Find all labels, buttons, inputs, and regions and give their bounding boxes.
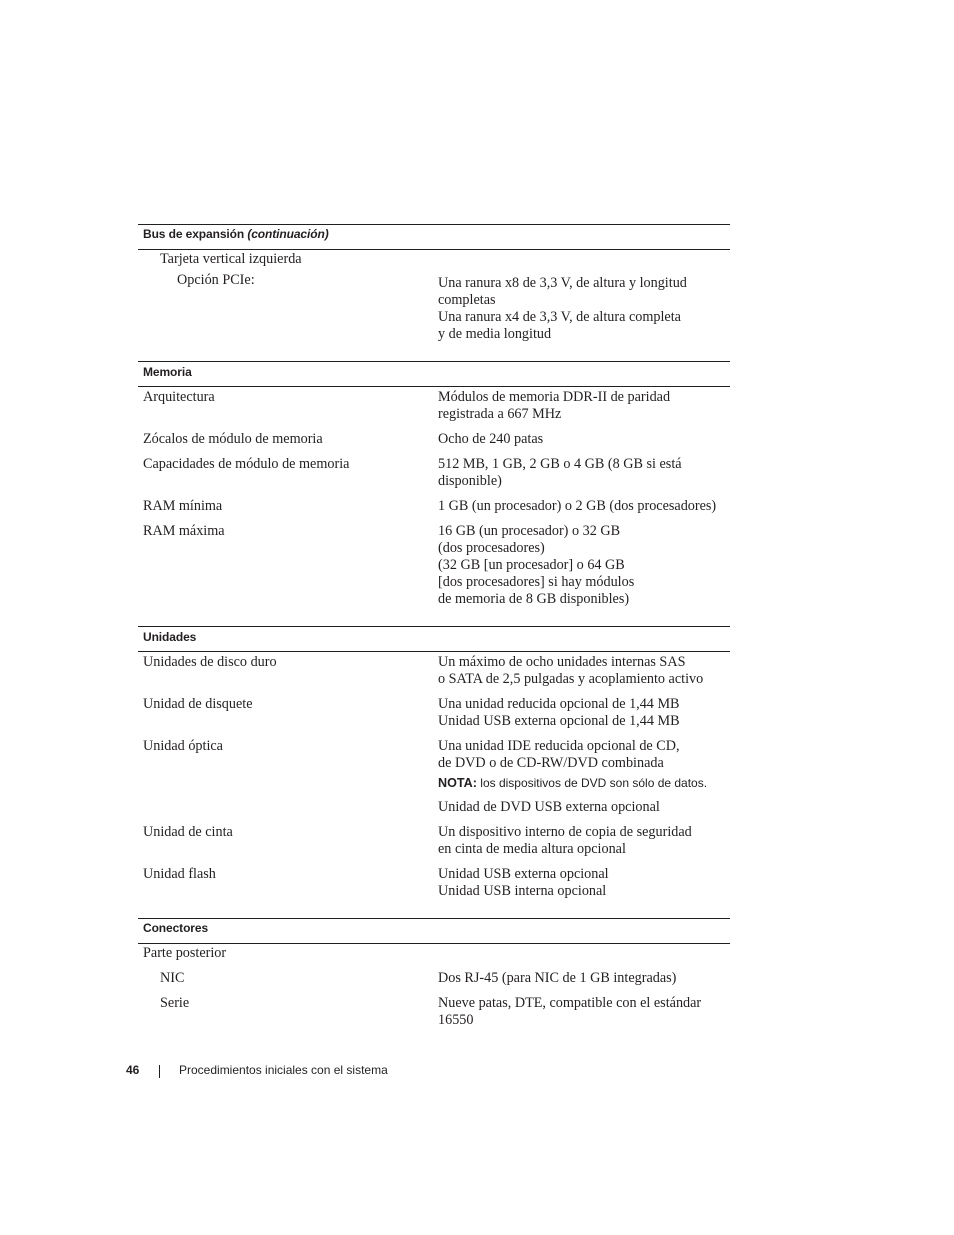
value-line: 16550 xyxy=(438,1012,474,1028)
rule-memoria-top xyxy=(138,361,730,362)
value-line: Módulos de memoria DDR-II de paridad xyxy=(438,389,671,405)
row-label-nic: NIC xyxy=(160,970,185,986)
rule-bus-bottom xyxy=(138,249,730,250)
row-label-parte-posterior: Parte posterior xyxy=(143,945,227,961)
value-line: [dos procesadores] si hay módulos xyxy=(438,574,635,590)
rule-unidades-bottom xyxy=(138,651,730,652)
row-value-flash xyxy=(438,866,609,900)
footer-separator xyxy=(159,1065,160,1078)
row-label-flash: Unidad flash xyxy=(143,866,216,882)
row-value-zocalos xyxy=(438,431,543,448)
value-line: en cinta de media altura opcional xyxy=(438,841,626,857)
value-line: Una unidad IDE reducida opcional de CD, xyxy=(438,738,680,754)
value-line: completas xyxy=(438,292,496,308)
row-label-cinta: Unidad de cinta xyxy=(143,824,233,840)
rule-conectores-bottom xyxy=(138,943,730,944)
value-line: Unidad USB externa opcional de 1,44 MB xyxy=(438,713,680,729)
section-header-unidades: Unidades xyxy=(143,630,197,644)
row-label-arquitectura: Arquitectura xyxy=(143,389,215,405)
value-line: de DVD o de CD-RW/DVD combinada xyxy=(438,755,664,771)
row-value-opcion-pcie xyxy=(438,275,687,343)
section-title-suffix: (continuación) xyxy=(247,227,329,241)
value-line: 16 GB (un procesador) o 32 GB xyxy=(438,523,621,539)
value-line: o SATA de 2,5 pulgadas y acoplamiento activo xyxy=(438,671,704,687)
row-value-nic xyxy=(438,970,676,987)
row-label-disco-duro: Unidades de disco duro xyxy=(143,654,277,670)
row-label-zocalos: Zócalos de módulo de memoria xyxy=(143,431,323,447)
value-line: disponible) xyxy=(438,473,502,489)
row-label-opcion-pcie: Opción PCIe: xyxy=(177,272,255,288)
section-header-conectores: Conectores xyxy=(143,921,209,935)
row-label-optica: Unidad óptica xyxy=(143,738,223,754)
row-label-disquete: Unidad de disquete xyxy=(143,696,253,712)
rule-conectores-top xyxy=(138,918,730,919)
rule-bus-top xyxy=(138,224,730,225)
row-value-ram-maxima xyxy=(438,523,634,608)
value-line: registrada a 667 MHz xyxy=(438,406,562,422)
value-line: Un máximo de ocho unidades internas SAS xyxy=(438,654,686,670)
note-dvd xyxy=(438,775,707,792)
section-header-memoria: Memoria xyxy=(143,365,192,379)
row-value-ram-minima xyxy=(438,498,716,515)
row-value-serie xyxy=(438,995,701,1029)
rule-unidades-top xyxy=(138,626,730,627)
note-label: NOTA: xyxy=(438,776,477,790)
note-text: los dispositivos de DVD son sólo de datos. xyxy=(480,776,708,790)
row-value-disco-duro xyxy=(438,654,703,688)
value-line: 512 MB, 1 GB, 2 GB o 4 GB (8 GB si está xyxy=(438,456,682,472)
rule-memoria-bottom xyxy=(138,386,730,387)
value-line: Un dispositivo interno de copia de seguridad xyxy=(438,824,692,840)
value-line: Unidad USB externa opcional xyxy=(438,866,609,882)
row-value-optica-extra: Unidad de DVD USB externa opcional xyxy=(438,799,660,815)
value-line: Una ranura x8 de 3,3 V, de altura y longitud xyxy=(438,275,687,291)
row-label-tarjeta-vertical: Tarjeta vertical izquierda xyxy=(160,251,302,267)
value-line: Dos RJ-45 (para NIC de 1 GB integradas) xyxy=(438,970,677,986)
value-line: de memoria de 8 GB disponibles) xyxy=(438,591,630,607)
row-value-capacidades xyxy=(438,456,682,490)
footer-chapter-title: Procedimientos iniciales con el sistema xyxy=(179,1063,388,1077)
page-number: 46 xyxy=(126,1063,140,1077)
value-line: Una unidad reducida opcional de 1,44 MB xyxy=(438,696,680,712)
row-label-ram-maxima: RAM máxima xyxy=(143,523,225,539)
section-header-bus-expansion xyxy=(143,226,329,243)
value-line: (dos procesadores) xyxy=(438,540,545,556)
section-title: Bus de expansión xyxy=(143,227,245,241)
row-label-ram-minima: RAM mínima xyxy=(143,498,223,514)
row-value-cinta xyxy=(438,824,692,858)
value-line: Unidad USB interna opcional xyxy=(438,883,607,899)
row-value-arquitectura xyxy=(438,389,670,423)
value-line: Una ranura x4 de 3,3 V, de altura completa xyxy=(438,309,681,325)
row-value-optica xyxy=(438,738,680,772)
value-line: (32 GB [un procesador] o 64 GB xyxy=(438,557,625,573)
value-line: 1 GB (un procesador) o 2 GB (dos procesadores) xyxy=(438,498,717,514)
value-line: y de media longitud xyxy=(438,326,552,342)
value-line: Ocho de 240 patas xyxy=(438,431,544,447)
row-label-serie: Serie xyxy=(160,995,190,1011)
row-label-capacidades: Capacidades de módulo de memoria xyxy=(143,456,350,472)
value-line: Nueve patas, DTE, compatible con el estándar xyxy=(438,995,702,1011)
row-value-disquete xyxy=(438,696,680,730)
